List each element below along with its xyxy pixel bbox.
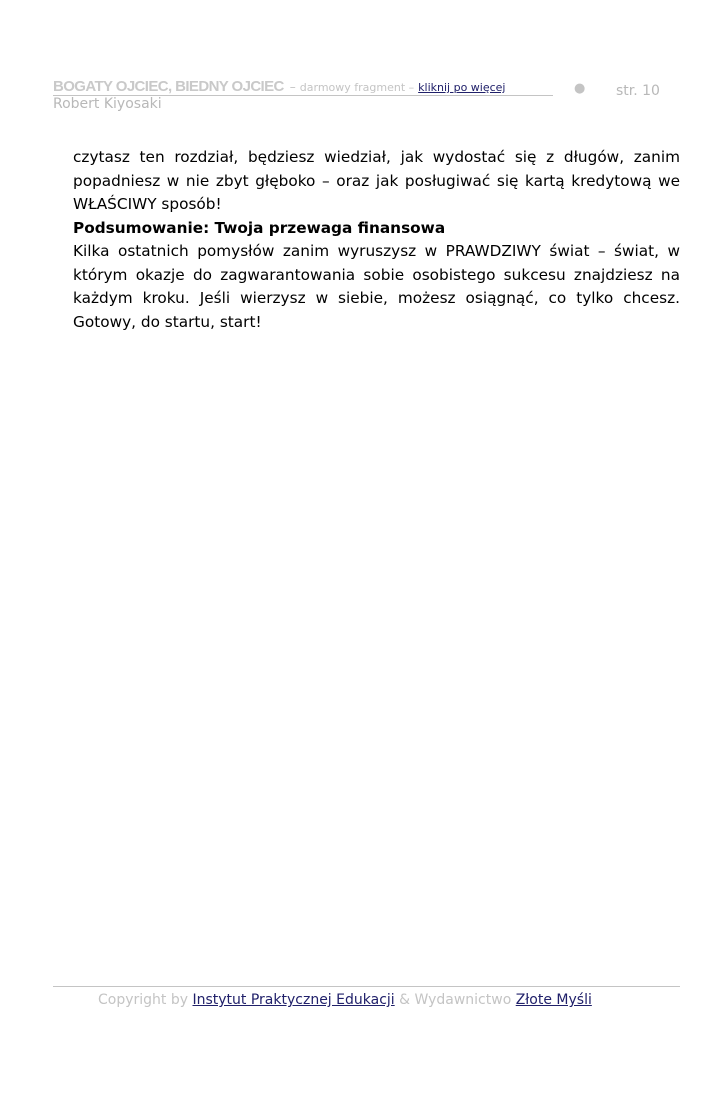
footer-divider (53, 986, 680, 987)
book-title: BOGATY OJCIEC, BIEDNY OJCIEC (53, 78, 284, 95)
copyright-label: Copyright by (98, 992, 189, 1008)
page-header (53, 76, 673, 116)
author-name: Robert Kiyosaki (53, 96, 162, 112)
title-separator: – (289, 80, 296, 94)
ampersand: & (399, 992, 411, 1008)
header-title-line (53, 76, 506, 95)
section-heading: Podsumowanie: Twoja przewaga finansowa (73, 218, 446, 237)
wydawnictwo-label: Wydawnictwo (414, 992, 512, 1008)
publisher-link-zm[interactable]: Złote Myśli (515, 992, 592, 1008)
paragraph-summary: Kilka ostatnich pomysłów zanim wyruszysz w PRAWDZIWY świat – świat, w którym okazje do zagwarantowania sobie osobistego sukcesu znajdziesz na każdym kroku. Jeśli wierzysz w siebie, możesz osiągnąć, co tylko chcesz. Gotowy, do startu, start! (73, 242, 680, 331)
free-fragment-label: darmowy fragment – (299, 81, 415, 94)
page-footer (98, 992, 592, 1008)
page-number: str. 10 (616, 83, 660, 99)
paragraph-debts: czytasz ten rozdział, będziesz wiedział, jak wydostać się z długów, zanim popadniesz w nie zbyt głęboko – oraz jak posługiwać się kartą kredytową we WŁAŚCIWY sposób! (73, 148, 680, 213)
publisher-link-ipe[interactable]: Instytut Praktycznej Edukacji (192, 992, 395, 1008)
bullet-icon: ● (574, 81, 586, 96)
page-content (73, 146, 680, 334)
more-link[interactable]: kliknij po więcej (418, 81, 506, 94)
